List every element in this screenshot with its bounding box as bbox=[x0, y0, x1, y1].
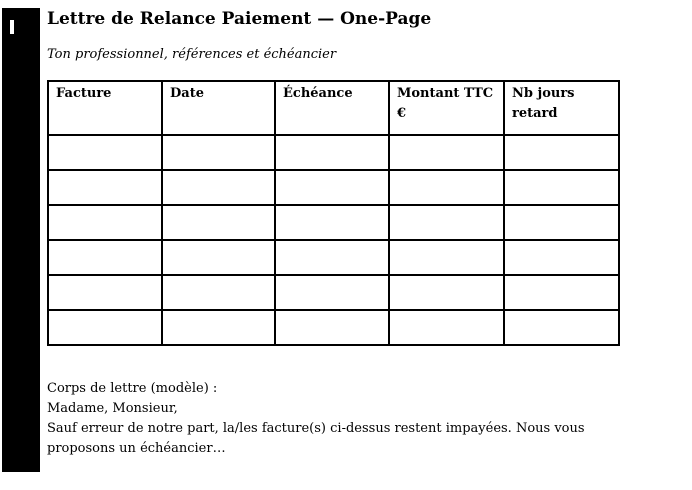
table-cell bbox=[504, 170, 619, 205]
table-row bbox=[48, 205, 619, 240]
table-cell bbox=[504, 310, 619, 345]
table-cell bbox=[389, 275, 504, 310]
letter-paragraph-line: proposons un échéancier… bbox=[47, 441, 226, 456]
table-cell bbox=[162, 170, 275, 205]
table-cell bbox=[389, 240, 504, 275]
header-date: Date bbox=[162, 81, 275, 135]
table-cell bbox=[162, 240, 275, 275]
invoice-table bbox=[47, 80, 620, 346]
table-cell bbox=[162, 135, 275, 170]
table-cell bbox=[504, 240, 619, 275]
table-row bbox=[48, 275, 619, 310]
document-title: Lettre de Relance Paiement — One-Page bbox=[47, 9, 432, 29]
table-cell bbox=[48, 275, 162, 310]
table-cell bbox=[162, 205, 275, 240]
table-cell bbox=[275, 275, 389, 310]
table-row bbox=[48, 240, 619, 275]
header-nb-jours-retard: Nb jours retard bbox=[504, 81, 619, 135]
table-cell bbox=[48, 240, 162, 275]
table-cell bbox=[162, 275, 275, 310]
table-cell bbox=[275, 205, 389, 240]
margin-marker bbox=[10, 20, 14, 34]
letter-paragraph-line: Sauf erreur de notre part, la/les facture(s) ci-dessus restent impayées. Nous vous bbox=[47, 421, 585, 436]
header-montant-ttc: Montant TTC € bbox=[389, 81, 504, 135]
table-row bbox=[48, 135, 619, 170]
table-row bbox=[48, 170, 619, 205]
table-cell bbox=[275, 135, 389, 170]
table-cell bbox=[48, 205, 162, 240]
letter-salutation: Madame, Monsieur, bbox=[47, 401, 178, 416]
table-cell bbox=[504, 205, 619, 240]
table-cell bbox=[48, 310, 162, 345]
table-cell bbox=[504, 135, 619, 170]
table-row bbox=[48, 310, 619, 345]
table-cell bbox=[275, 310, 389, 345]
table-cell bbox=[48, 135, 162, 170]
table-cell bbox=[389, 170, 504, 205]
header-facture: Facture bbox=[48, 81, 162, 135]
page-margin-bar bbox=[2, 8, 40, 472]
letter-intro: Corps de lettre (modèle) : bbox=[47, 381, 218, 396]
table-cell bbox=[389, 205, 504, 240]
table-header-row bbox=[48, 81, 619, 135]
table-cell bbox=[275, 170, 389, 205]
document-subtitle: Ton professionnel, références et échéancier bbox=[47, 47, 337, 62]
table-cell bbox=[48, 170, 162, 205]
table-cell bbox=[504, 275, 619, 310]
table-cell bbox=[389, 310, 504, 345]
letter-body bbox=[47, 379, 607, 459]
header-echeance: Échéance bbox=[275, 81, 389, 135]
table-cell bbox=[162, 310, 275, 345]
table-cell bbox=[389, 135, 504, 170]
table-cell bbox=[275, 240, 389, 275]
